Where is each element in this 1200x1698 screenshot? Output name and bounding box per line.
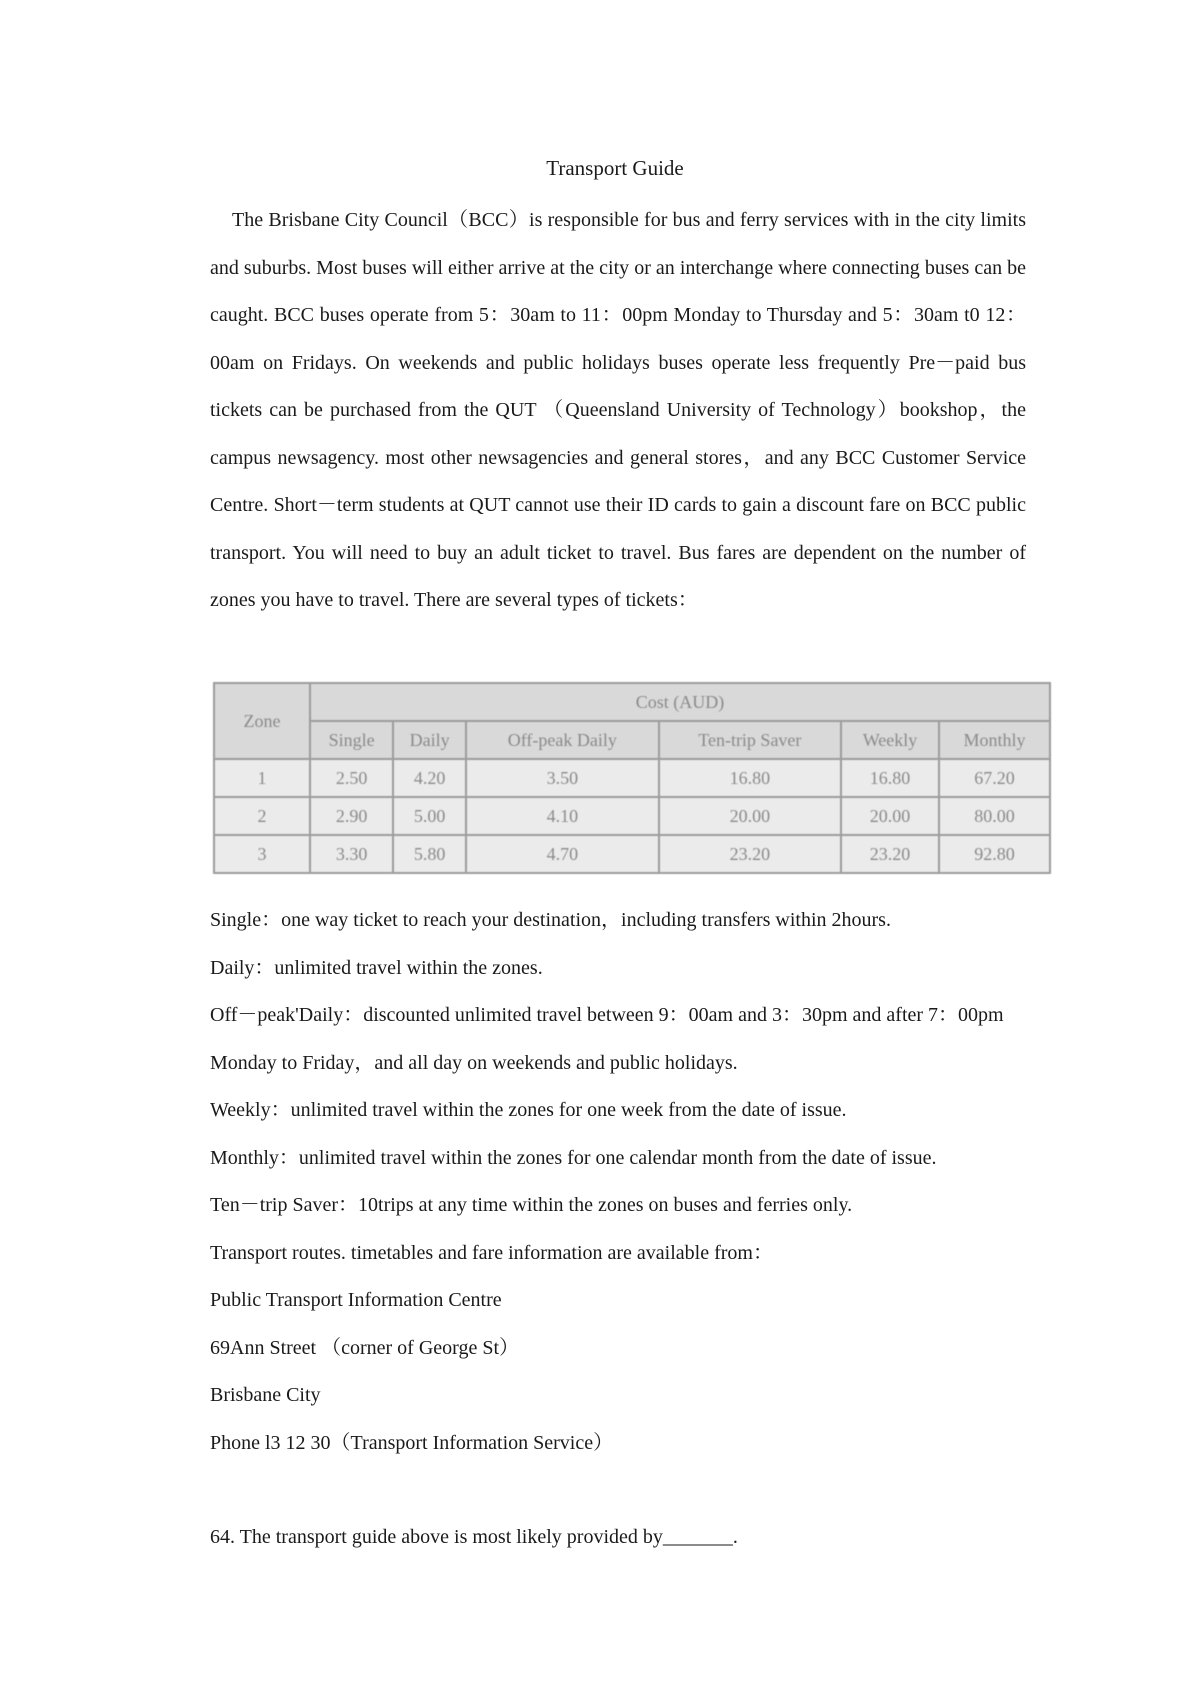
table-row (214, 797, 1050, 835)
contact-line: Public Transport Information Centre (210, 1289, 502, 1311)
fare-cell: 4.10 (466, 797, 659, 835)
column-header-daily: Daily (393, 721, 466, 759)
contact-line: Brisbane City (210, 1384, 321, 1406)
fare-cell: 20.00 (841, 797, 939, 835)
definition-line: Weekly：unlimited travel within the zones for one week from the date of issue. (210, 1099, 847, 1121)
definition-line: Monthly：unlimited travel within the zones for one calendar month from the date of issue. (210, 1146, 937, 1169)
fare-cell: 3.30 (310, 835, 393, 873)
intro-paragraph: The Brisbane City Council（BCC）is responsible for bus and ferry services with in the city limits and suburbs. Most buses will either arrive at the city or an interchange where connecting buses can be caught. BCC buses operate from 5：30am to 11：00pm Monday to Thursday and 5：30am t0 12：00am on Fridays. On weekends and public holidays buses operate less frequently Pre－paid bus tickets can be purchased from the QUT （Queensland University of Technology）bookshop，the campus newsagency. most other newsagencies and general stores，and any BCC Customer Service Centre. Short－term students at QUT cannot use their ID cards to gain a discount fare on BCC public transport. You will need to buy an adult ticket to travel. Bus fares are dependent on the number of zones you have to travel. There are several types of tickets： (210, 209, 1026, 611)
zone-cell: 1 (214, 759, 310, 797)
fare-cell: 16.80 (659, 759, 841, 797)
zone-cell: 2 (214, 797, 310, 835)
contact-line: Phone l3 12 30（Transport Information Service） (210, 1431, 614, 1454)
column-header-ten-trip-saver: Ten-trip Saver (659, 721, 841, 759)
table-row (214, 759, 1050, 797)
fare-cell: 4.20 (393, 759, 466, 797)
fare-table-image (213, 682, 1051, 870)
zone-header: Zone (214, 683, 310, 759)
table-row (214, 835, 1050, 873)
column-header-off-peak-daily: Off-peak Daily (466, 721, 659, 759)
fare-cell: 4.70 (466, 835, 659, 873)
definition-line: Monday to Friday，and all day on weekends and public holidays. (210, 1051, 738, 1074)
fare-cell: 3.50 (466, 759, 659, 797)
ticket-definitions (210, 897, 1040, 1467)
fare-cell: 20.00 (659, 797, 841, 835)
column-header-monthly: Monthly (939, 721, 1050, 759)
definition-line: Off－peak'Daily：discounted unlimited travel between 9：00am and 3：30pm and after 7：00pm (210, 1004, 1004, 1026)
fare-cell: 16.80 (841, 759, 939, 797)
fare-cell: 23.20 (841, 835, 939, 873)
question-64: 64. The transport guide above is most likely provided by_______. (210, 1526, 738, 1548)
fare-table (213, 682, 1051, 874)
definition-line: Single：one way ticket to reach your destination，including transfers within 2hours. (210, 909, 891, 931)
fare-cell: 67.20 (939, 759, 1050, 797)
column-header-weekly: Weekly (841, 721, 939, 759)
fare-cell: 2.50 (310, 759, 393, 797)
fare-cell: 5.00 (393, 797, 466, 835)
contact-line: 69Ann Street （corner of George St） (210, 1336, 520, 1359)
zone-cell: 3 (214, 835, 310, 873)
definition-line: Daily：unlimited travel within the zones. (210, 956, 543, 979)
fare-cell: 23.20 (659, 835, 841, 873)
definition-line: Transport routes. timetables and fare information are available from： (210, 1241, 773, 1264)
page-title: Transport Guide (546, 156, 684, 180)
fare-cell: 2.90 (310, 797, 393, 835)
definition-line: Ten－trip Saver：10trips at any time within the zones on buses and ferries only. (210, 1194, 853, 1216)
fare-cell: 5.80 (393, 835, 466, 873)
fare-cell: 80.00 (939, 797, 1050, 835)
column-header-single: Single (310, 721, 393, 759)
cost-header: Cost (AUD) (310, 683, 1050, 721)
fare-cell: 92.80 (939, 835, 1050, 873)
